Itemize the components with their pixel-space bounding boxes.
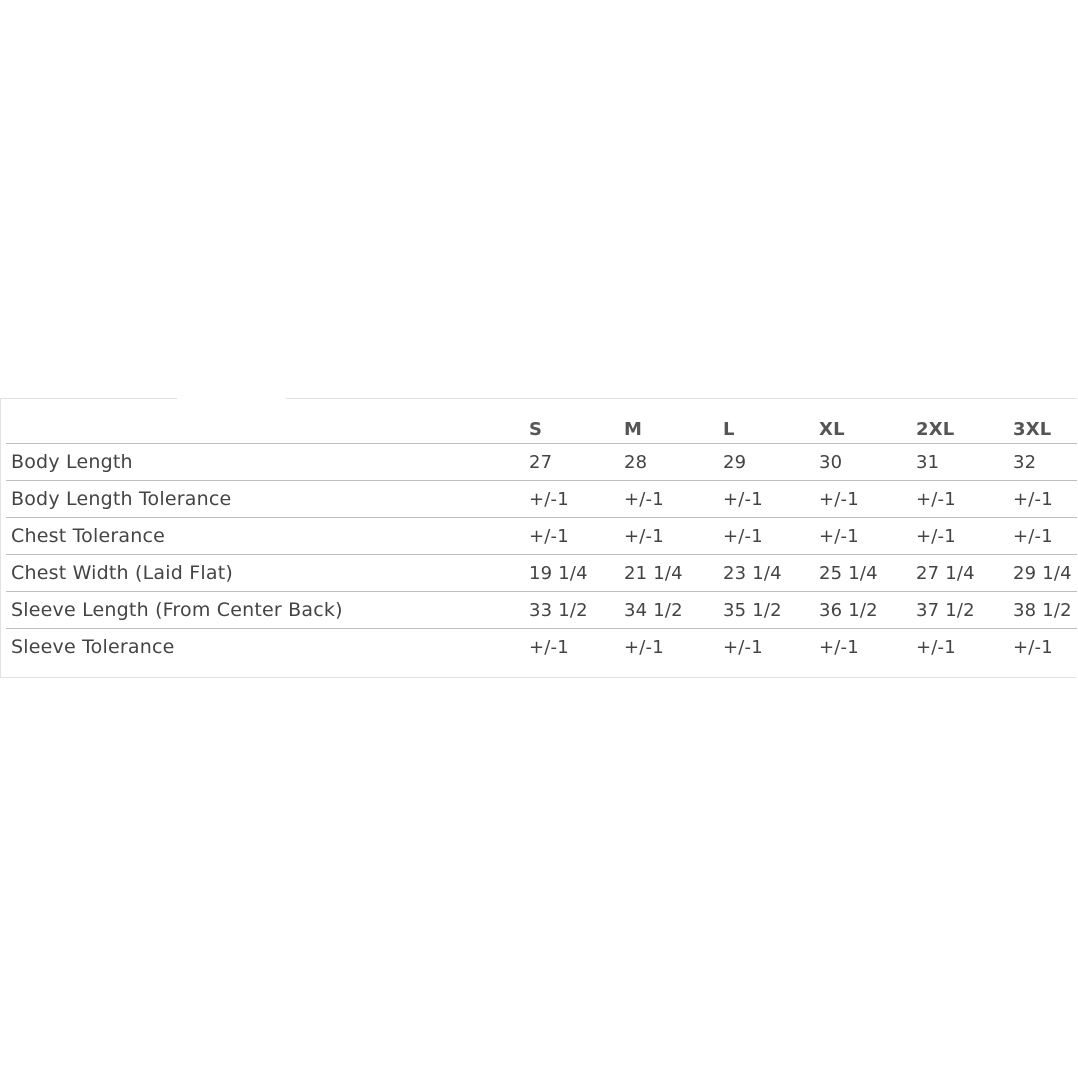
table-cell: 19 1/4 (524, 555, 619, 592)
size-chart-header (6, 408, 1077, 444)
table-row (6, 444, 1077, 481)
table-cell: +/-1 (814, 481, 911, 518)
size-header-m: M (619, 408, 718, 444)
size-header-xl: XL (814, 408, 911, 444)
table-cell: +/-1 (619, 481, 718, 518)
table-row (6, 629, 1077, 666)
table-cell: 27 (524, 444, 619, 481)
table-cell: +/-1 (529, 636, 569, 658)
table-cell: 29 (718, 444, 814, 481)
size-chart-table-container (0, 398, 1076, 678)
table-cell: 30 (814, 444, 911, 481)
table-cell: +/-1 (723, 636, 763, 658)
size-header-s: S (524, 408, 619, 444)
table-cell: 34 1/2 (619, 592, 718, 629)
table-cell: +/-1 (718, 481, 814, 518)
size-header-3xl: 3XL (1008, 408, 1077, 444)
table-row (6, 518, 1077, 555)
table-cell: +/-1 (814, 518, 911, 555)
table-cell: +/-1 (819, 636, 859, 658)
size-chart-table (6, 408, 1077, 665)
table-cell: 31 (911, 444, 1008, 481)
table-cell: +/-1 (524, 518, 619, 555)
table-cell: +/-1 (524, 481, 619, 518)
table-cell: 27 1/4 (911, 555, 1008, 592)
table-cell: 32 (1008, 444, 1077, 481)
corner-header-cell (6, 408, 524, 444)
table-cell: 29 1/4 (1008, 555, 1077, 592)
table-cell: +/-1 (718, 518, 814, 555)
size-chart-body (6, 444, 1077, 666)
row-label-body-length: Body Length (6, 444, 524, 481)
table-cell: +/-1 (911, 518, 1008, 555)
table-cell: 21 1/4 (619, 555, 718, 592)
row-label-sleeve-length: Sleeve Length (From Center Back) (6, 592, 524, 629)
table-cell: 33 1/2 (524, 592, 619, 629)
table-row (6, 592, 1077, 629)
table-top-border (1, 398, 177, 399)
size-header-l: L (718, 408, 814, 444)
row-label-chest-width: Chest Width (Laid Flat) (6, 555, 524, 592)
table-cell: 35 1/2 (718, 592, 814, 629)
table-cell: +/-1 (619, 518, 718, 555)
table-cell: 38 1/2 (1008, 592, 1077, 629)
table-cell: +/-1 (911, 481, 1008, 518)
table-cell: +/-1 (1008, 481, 1077, 518)
size-header-2xl: 2XL (911, 408, 1008, 444)
table-cell: 36 1/2 (814, 592, 911, 629)
table-row (6, 555, 1077, 592)
row-label-body-length-tolerance: Body Length Tolerance (6, 481, 524, 518)
table-top-border (286, 398, 1077, 399)
row-label-sleeve-tolerance: Sleeve Tolerance (11, 636, 175, 658)
table-cell: +/-1 (916, 636, 956, 658)
table-cell: +/-1 (1013, 636, 1053, 658)
table-cell: +/-1 (1008, 518, 1077, 555)
row-label-chest-tolerance: Chest Tolerance (6, 518, 524, 555)
table-cell: 23 1/4 (718, 555, 814, 592)
table-cell: +/-1 (624, 636, 664, 658)
table-cell: 25 1/4 (814, 555, 911, 592)
table-cell: 37 1/2 (911, 592, 1008, 629)
table-row (6, 481, 1077, 518)
table-cell: 28 (619, 444, 718, 481)
header-row (6, 408, 1077, 444)
